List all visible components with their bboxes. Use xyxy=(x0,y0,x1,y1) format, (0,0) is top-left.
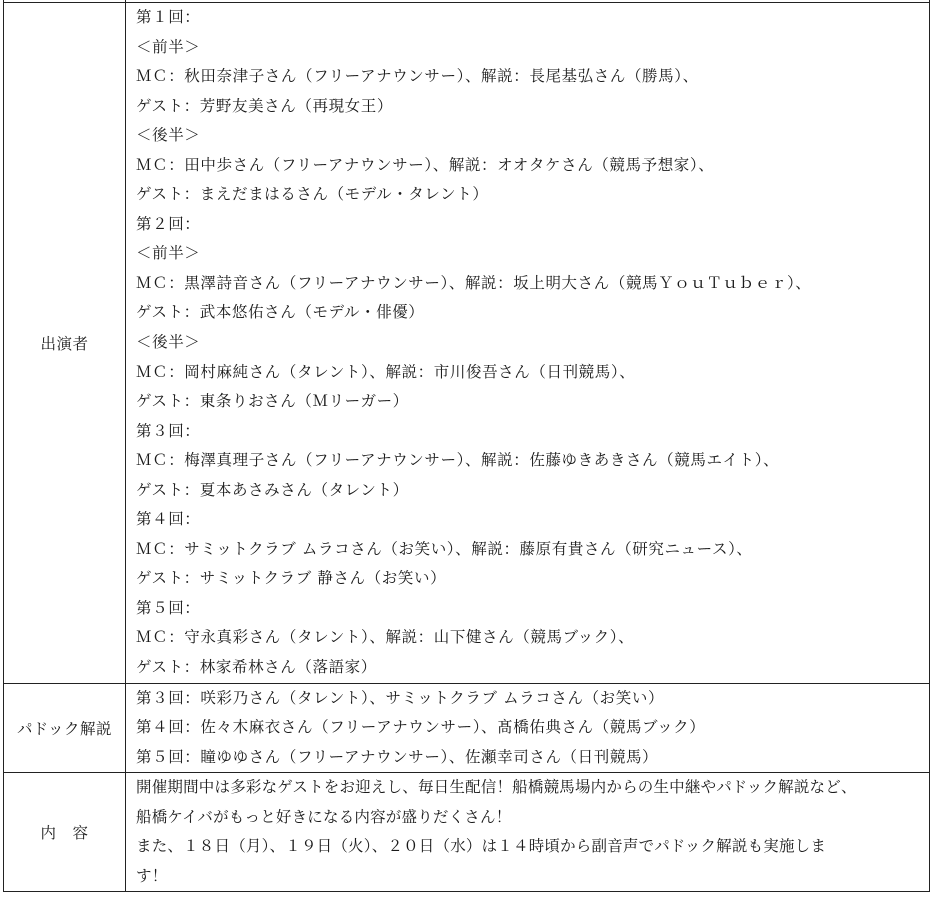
paddock-label-cell xyxy=(4,683,126,773)
performers-label: 出演者 xyxy=(40,334,89,353)
performers-line: 第５回： xyxy=(136,598,201,617)
performers-line: ＜後半＞ xyxy=(136,126,201,145)
performers-line: ＭＣ：守永真彩さん（タレント）、解説：山下健さん（競馬ブック）、 xyxy=(136,628,635,647)
info-sheet xyxy=(3,0,929,893)
paddock-content-cell xyxy=(126,683,930,773)
performers-line: ゲスト：まえだまはるさん（モデル・タレント） xyxy=(136,185,489,204)
performers-row xyxy=(4,3,930,684)
performers-label-cell xyxy=(4,3,126,684)
performers-line: ＜前半＞ xyxy=(136,244,201,263)
paddock-line: 第４回：佐々木麻衣さん（フリーアナウンサー）、髙橋佑典さん（競馬ブック） xyxy=(136,718,706,737)
paddock-line: 第３回：咲彩乃さん（タレント）、サミットクラブ ムラコさん（お笑い） xyxy=(136,688,665,707)
paddock-row xyxy=(4,683,930,773)
performers-line: ゲスト：武本悠佑さん（モデル・俳優） xyxy=(136,303,425,322)
performers-line: ＭＣ：サミットクラブ ムラコさん（お笑い）、解説：藤原有貴さん（研究ニュース）、 xyxy=(136,539,753,558)
performers-line: ゲスト：芳野友美さん（再現女王） xyxy=(136,96,393,115)
performers-line: ゲスト：東条りおさん（Ｍリーガー） xyxy=(136,392,409,411)
performers-line: 第２回： xyxy=(136,214,201,233)
performers-line: ゲスト：夏本あさみさん（タレント） xyxy=(136,480,409,499)
content-line: す！ xyxy=(136,866,168,885)
performers-line: ＭＣ：秋田奈津子さん（フリーアナウンサー）、解説：長尾基弘さん（勝馬）、 xyxy=(136,67,699,86)
paddock-line: 第５回：瞳ゆゆさん（フリーアナウンサー）、佐瀬幸司さん（日刊競馬） xyxy=(136,747,659,766)
performers-line: ＭＣ：田中歩さん（フリーアナウンサー）、解説：オオタケさん（競馬予想家）、 xyxy=(136,155,715,174)
performers-line: ゲスト：林家希林さん（落語家） xyxy=(136,658,377,677)
performers-line: ゲスト：サミットクラブ 静さん（お笑い） xyxy=(136,569,447,588)
content-label: 内 容 xyxy=(40,824,89,843)
paddock-label: パドック解説 xyxy=(16,719,113,738)
content-line: 開催期間中は多彩なゲストをお迎えし、毎日生配信！船橋競馬場内からの生中継やパドック解説など、 xyxy=(136,778,857,797)
content-description-cell xyxy=(126,773,930,892)
performers-line: ＭＣ：黒澤詩音さん（フリーアナウンサー）、解説：坂上明大さん（競馬ＹｏｕＴｕｂｅｒ）、 xyxy=(136,273,812,292)
performers-line: 第１回： xyxy=(136,8,201,26)
content-label-cell xyxy=(4,773,126,892)
performers-content-cell xyxy=(126,3,930,684)
performers-line: ＜前半＞ xyxy=(136,37,201,56)
program-info-table xyxy=(3,0,930,892)
performers-line: 第４回： xyxy=(136,510,201,529)
performers-line: 第３回： xyxy=(136,421,201,440)
performers-line: ＜後半＞ xyxy=(136,333,201,352)
content-line: 船橋ケイバがもっと好きになる内容が盛りだくさん！ xyxy=(136,807,512,826)
content-row xyxy=(4,773,930,892)
performers-line: ＭＣ：岡村麻純さん（タレント）、解説：市川俊吾さん（日刊競馬）、 xyxy=(136,362,636,381)
performers-line: ＭＣ：梅澤真理子さん（フリーアナウンサー）、解説：佐藤ゆきあきさん（競馬エイト）、 xyxy=(136,451,780,470)
content-line: また、１８日（月）、１９日（火）、２０日（水）は１４時頃から副音声でパドック解説も実施しま xyxy=(136,837,827,856)
